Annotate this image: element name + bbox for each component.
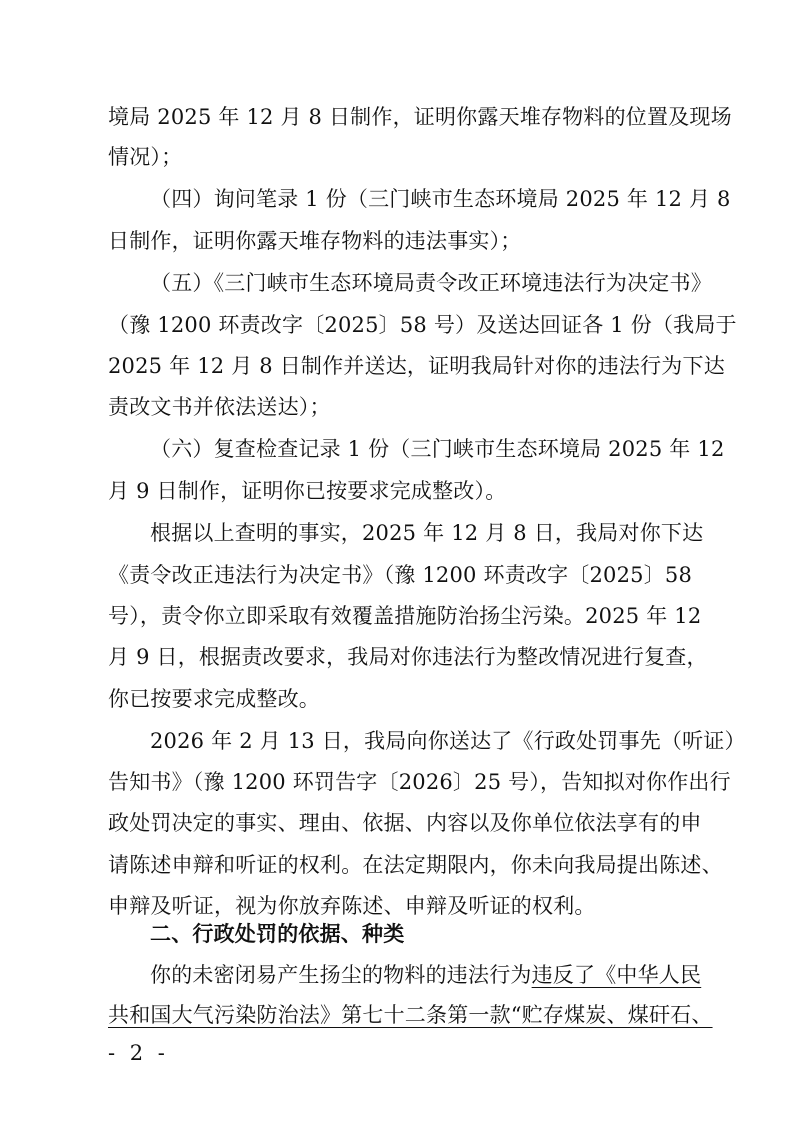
body-line-underlined [108, 1000, 713, 1030]
body-line: 根据以上查明的事实，2025 年 12 月 8 日，我局对你下达 [150, 521, 704, 545]
body-line: 月 9 日制作，证明你已按要求完成整改）。 [108, 479, 507, 503]
body-line: （四）询问笔录 1 份（三门峡市生态环境局 2025 年 12 月 8 [150, 187, 731, 211]
body-line: 情况）； [108, 145, 183, 169]
body-line: 申辩及听证，视为你放弃陈述、申辩及听证的权利。 [108, 894, 596, 918]
body-line: 境局 2025 年 12 月 8 日制作，证明你露天堆存物料的位置及现场 [108, 105, 732, 129]
section-heading: 二、行政处罚的依据、种类 [150, 922, 405, 946]
body-line: （六）复查检查记录 1 份（三门峡市生态环境局 2025 年 12 [150, 437, 725, 461]
body-line: （五）《三门峡市生态环境局责令改正环境违法行为决定书》 [150, 271, 712, 295]
body-line: 告知书》（豫 1200 环罚告字〔2026〕25 号），告知拟对你作出行 [108, 770, 731, 794]
body-line: 月 9 日，根据责改要求，我局对你违法行为整改情况进行复查， [108, 645, 708, 669]
plain-text: 你的未密闭易产生扬尘的物料的违法行为 [150, 963, 532, 987]
body-line: 《责令改正违法行为决定书》（豫 1200 环责改字〔2025〕58 [108, 563, 693, 587]
body-line-underlined-start [150, 960, 702, 990]
body-line: （豫 1200 环责改字〔2025〕58 号）及送达回证各 1 份（我局于 [108, 313, 737, 337]
body-line: 日制作，证明你露天堆存物料的违法事实）； [108, 229, 522, 253]
body-line: 号），责令你立即采取有效覆盖措施防治扬尘污染。2025 年 12 [108, 604, 702, 628]
page-number: - 2 - [108, 1041, 169, 1065]
body-line: 你已按要求完成整改。 [108, 687, 320, 711]
underlined-text: 共和国大气污染防治法》第七十二条第一款“贮存煤炭、煤矸石、 [108, 1003, 713, 1027]
underlined-text: 违反了《中华人民 [531, 963, 702, 987]
body-line: 责改文书并依法送达）； [108, 395, 331, 419]
body-line: 2025 年 12 月 8 日制作并送达，证明我局针对你的违法行为下达 [108, 354, 725, 378]
body-line: 请陈述申辩和听证的权利。在法定期限内，你未向我局提出陈述、 [108, 853, 723, 877]
body-line: 政处罚决定的事实、理由、依据、内容以及你单位依法享有的申 [108, 811, 702, 835]
body-line: 2026 年 2 月 13 日，我局向你送达了《行政处罚事先（听证） [150, 729, 746, 753]
